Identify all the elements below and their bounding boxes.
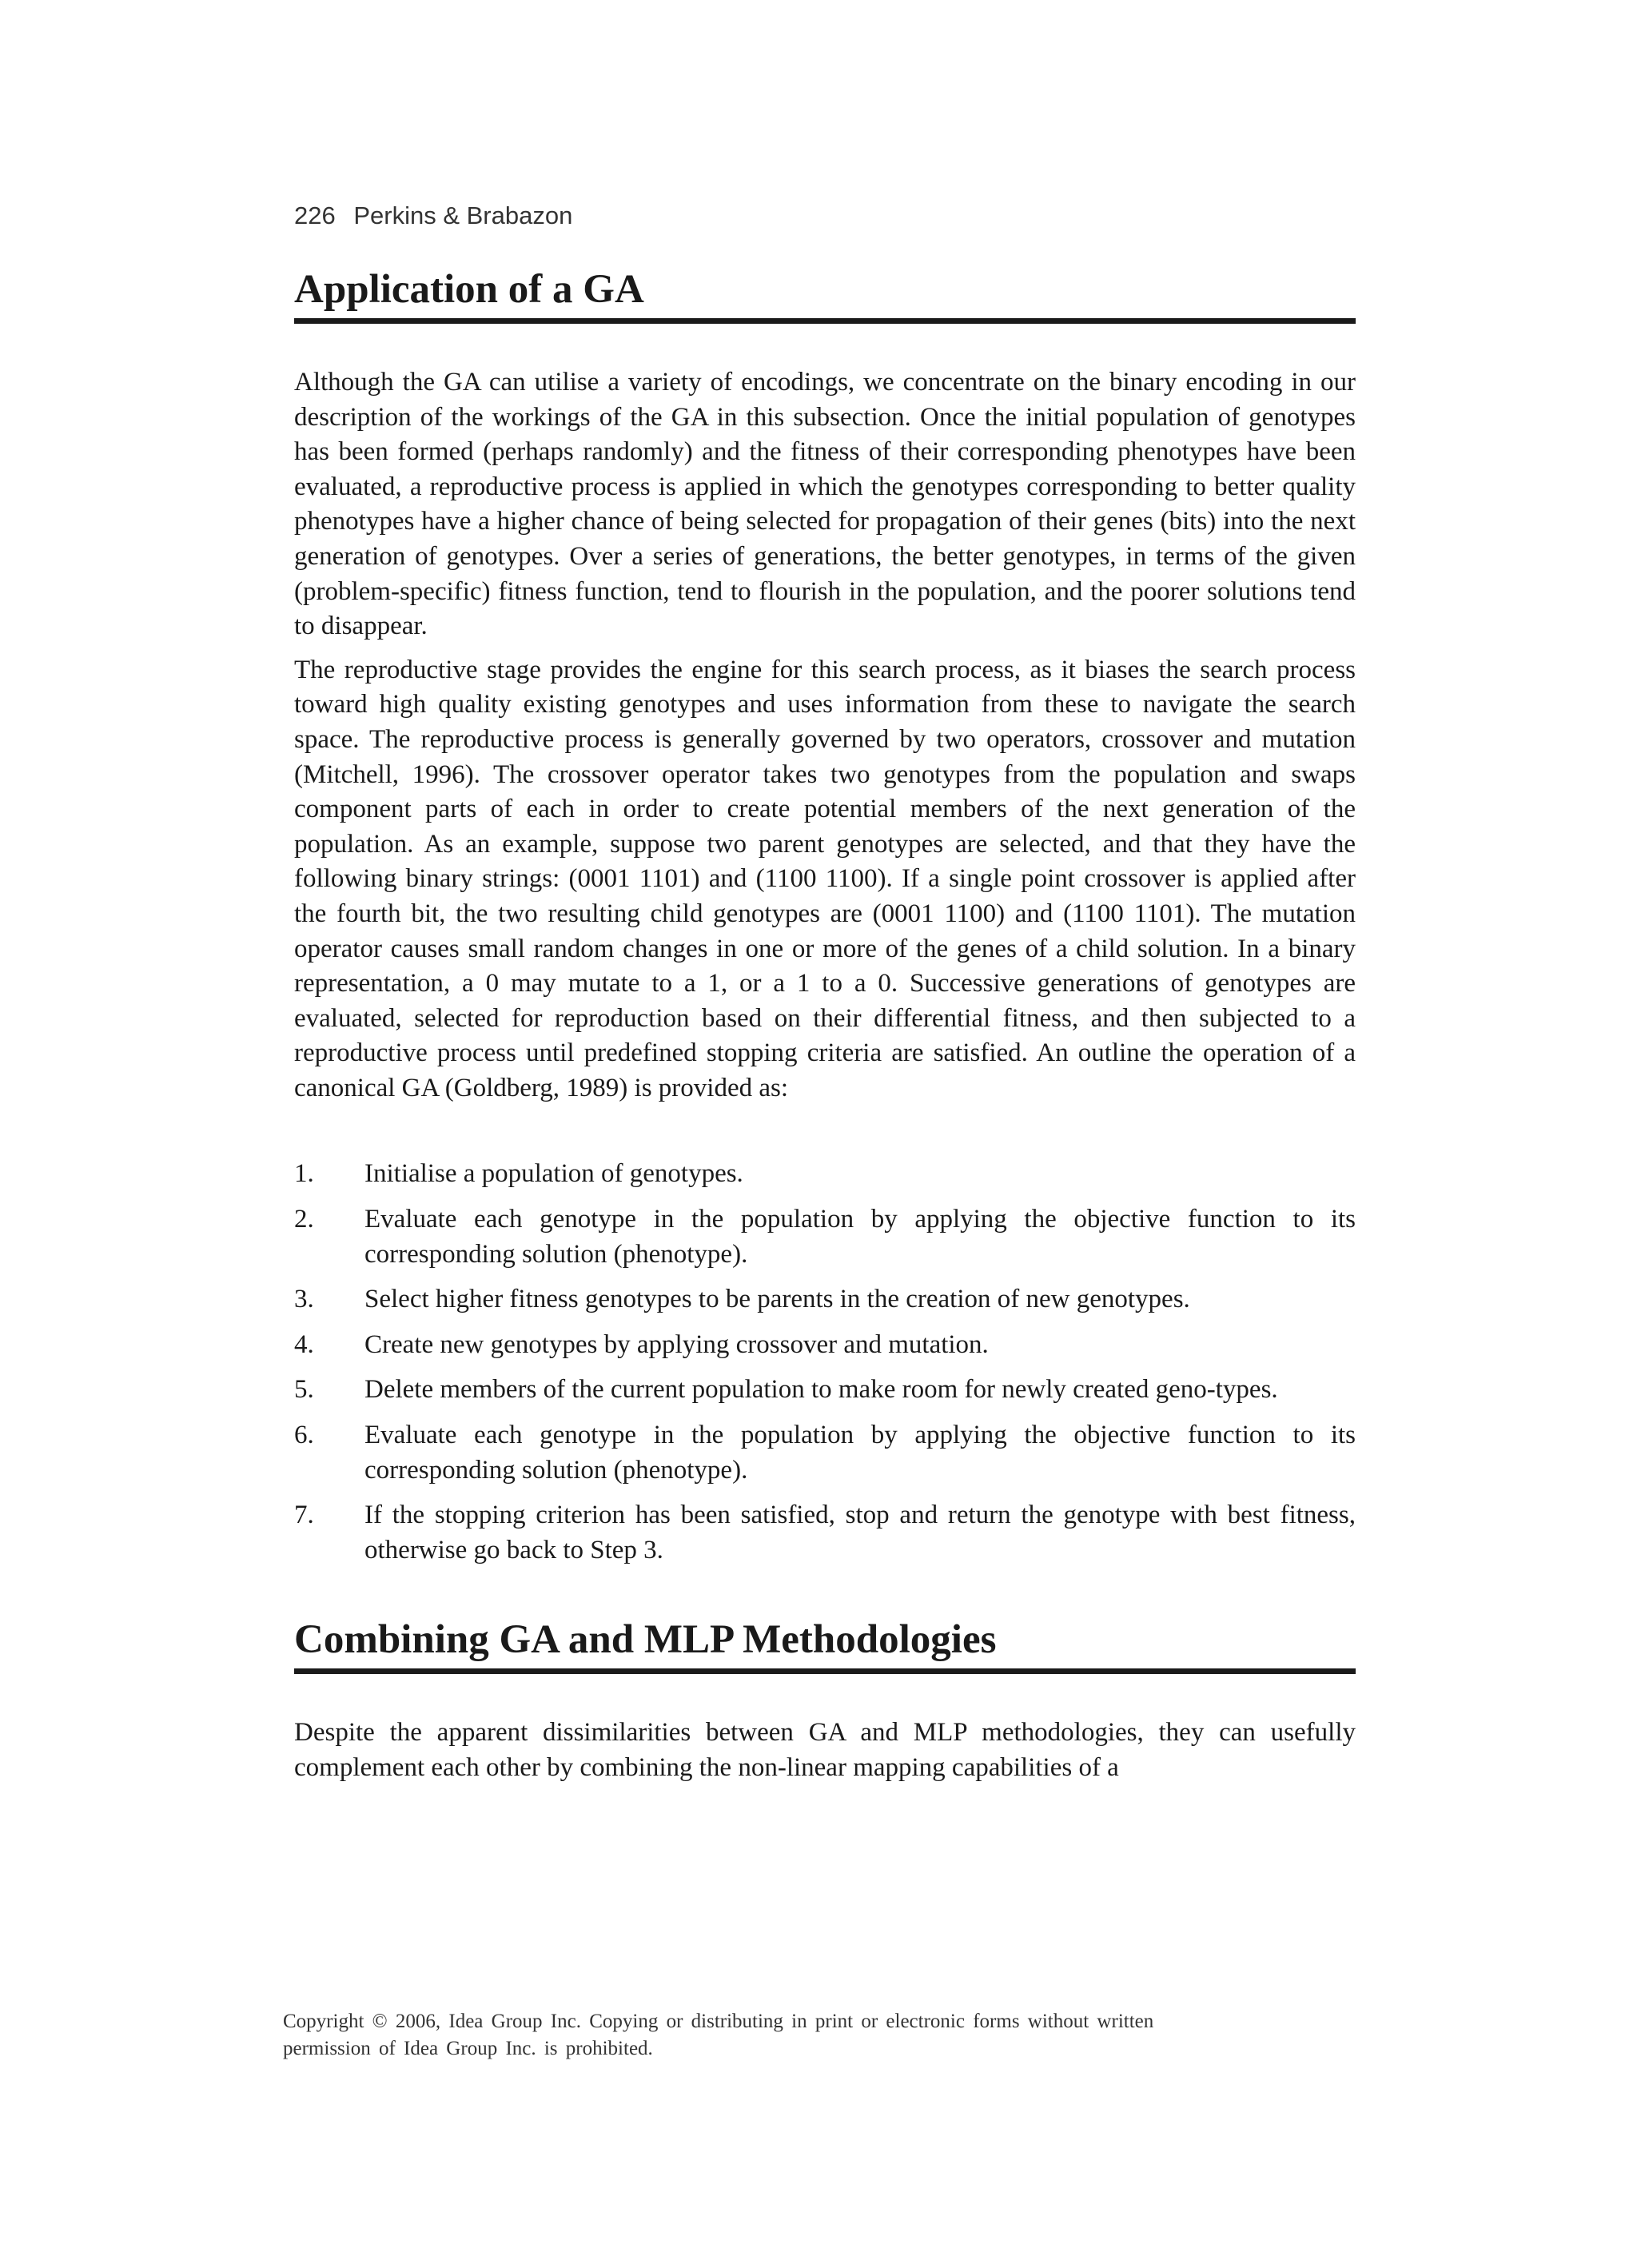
list-item-number: 7.	[294, 1501, 314, 1530]
list-item	[294, 1282, 1356, 1317]
list-item-text: If the stopping criterion has been satisfied, stop and return the genotype with best fitness, otherwise go back to Step 3.	[364, 1501, 1356, 1564]
ga-steps-list	[294, 1157, 1356, 1568]
list-item-number: 6.	[294, 1421, 314, 1450]
list-item-number: 4.	[294, 1329, 314, 1359]
list-item	[294, 1373, 1356, 1408]
list-item	[294, 1498, 1356, 1568]
list-item-number: 3.	[294, 1285, 314, 1314]
list-item-number: 2.	[294, 1205, 314, 1234]
list-item	[294, 1328, 1356, 1363]
section-heading: Application of a GA	[294, 265, 1356, 324]
list-item-number: 1.	[294, 1159, 314, 1189]
copyright-line: Copyright © 2006, Idea Group Inc. Copying or distributing in print or electronic forms without written	[283, 2011, 1154, 2032]
section-combining-ga-mlp	[294, 1616, 1356, 1785]
list-item-number: 5.	[294, 1375, 314, 1405]
paragraph: Despite the apparent dissimilarities between GA and MLP methodologies, they can usefully complement each other by combining the non-linear mapping capabilities of a	[294, 1718, 1356, 1782]
list-item-text: Evaluate each genotype in the population by applying the objective function to its corresponding solution (phenotype).	[364, 1421, 1356, 1485]
page-number: 226	[294, 201, 336, 229]
copyright-footer	[283, 2008, 1346, 2063]
running-head-authors: Perkins & Brabazon	[353, 201, 573, 229]
section-application-of-ga	[294, 265, 1356, 1568]
list-item-text: Delete members of the current population to make room for newly created geno-types.	[364, 1375, 1278, 1405]
list-item	[294, 1418, 1356, 1488]
section-heading: Combining GA and MLP Methodologies	[294, 1616, 1356, 1674]
list-item-text: Evaluate each genotype in the population by applying the objective function to its corresponding solution (phenotype).	[364, 1205, 1356, 1269]
page-body	[294, 200, 1356, 1795]
list-item	[294, 1157, 1356, 1192]
list-item-text: Create new genotypes by applying crossover and mutation.	[364, 1329, 989, 1359]
paragraph: The reproductive stage provides the engine for this search process, as it biases the search process toward high quality existing genotypes and uses information from these to navigate the search space. The reproductive process is generally governed by two operators, crossover and mutation (Mitchell, 1996). The crossover operator takes two genotypes from the population and swaps component parts of each in order to create potential members of the next generation of the population. As an example, suppose two parent genotypes are selected, and that they have the following binary strings: (0001 1101) and (1100 1100). If a single point crossover is applied after the fourth bit, the two resulting child genotypes are (0001 1100) and (1100 1101). The mutation operator causes small random changes in one or more of the genes of a child solution. In a binary representation, a 0 may mutate to a 1, or a 1 to a 0. Successive generations of genotypes are evaluated, selected for reproduction based on their differential fitness, and then subjected to a reproductive process until predefined stopping criteria are satisfied. An outline the operation of a canonical GA (Goldberg, 1989) is provided as:	[294, 655, 1356, 1102]
list-item-text: Select higher fitness genotypes to be parents in the creation of new genotypes.	[364, 1285, 1190, 1314]
paragraph: Although the GA can utilise a variety of encodings, we concentrate on the binary encoding in our description of the workings of the GA in this subsection. Once the initial population of genotypes has been formed (perhaps randomly) and the fitness of their corresponding phenotypes have been evaluated, a reproductive process is applied in which the genotypes corresponding to better quality phenotypes have a higher chance of being selected for propagation of their genes (bits) into the next generation of genotypes. Over a series of generations, the better genotypes, in terms of the given (problem-specific) fitness function, tend to flourish in the population, and the poorer solutions tend to disappear.	[294, 368, 1356, 641]
running-head	[294, 200, 1356, 232]
list-item	[294, 1202, 1356, 1272]
copyright-line: permission of Idea Group Inc. is prohibited.	[283, 2038, 653, 2059]
list-item-text: Initialise a population of genotypes.	[364, 1159, 743, 1189]
